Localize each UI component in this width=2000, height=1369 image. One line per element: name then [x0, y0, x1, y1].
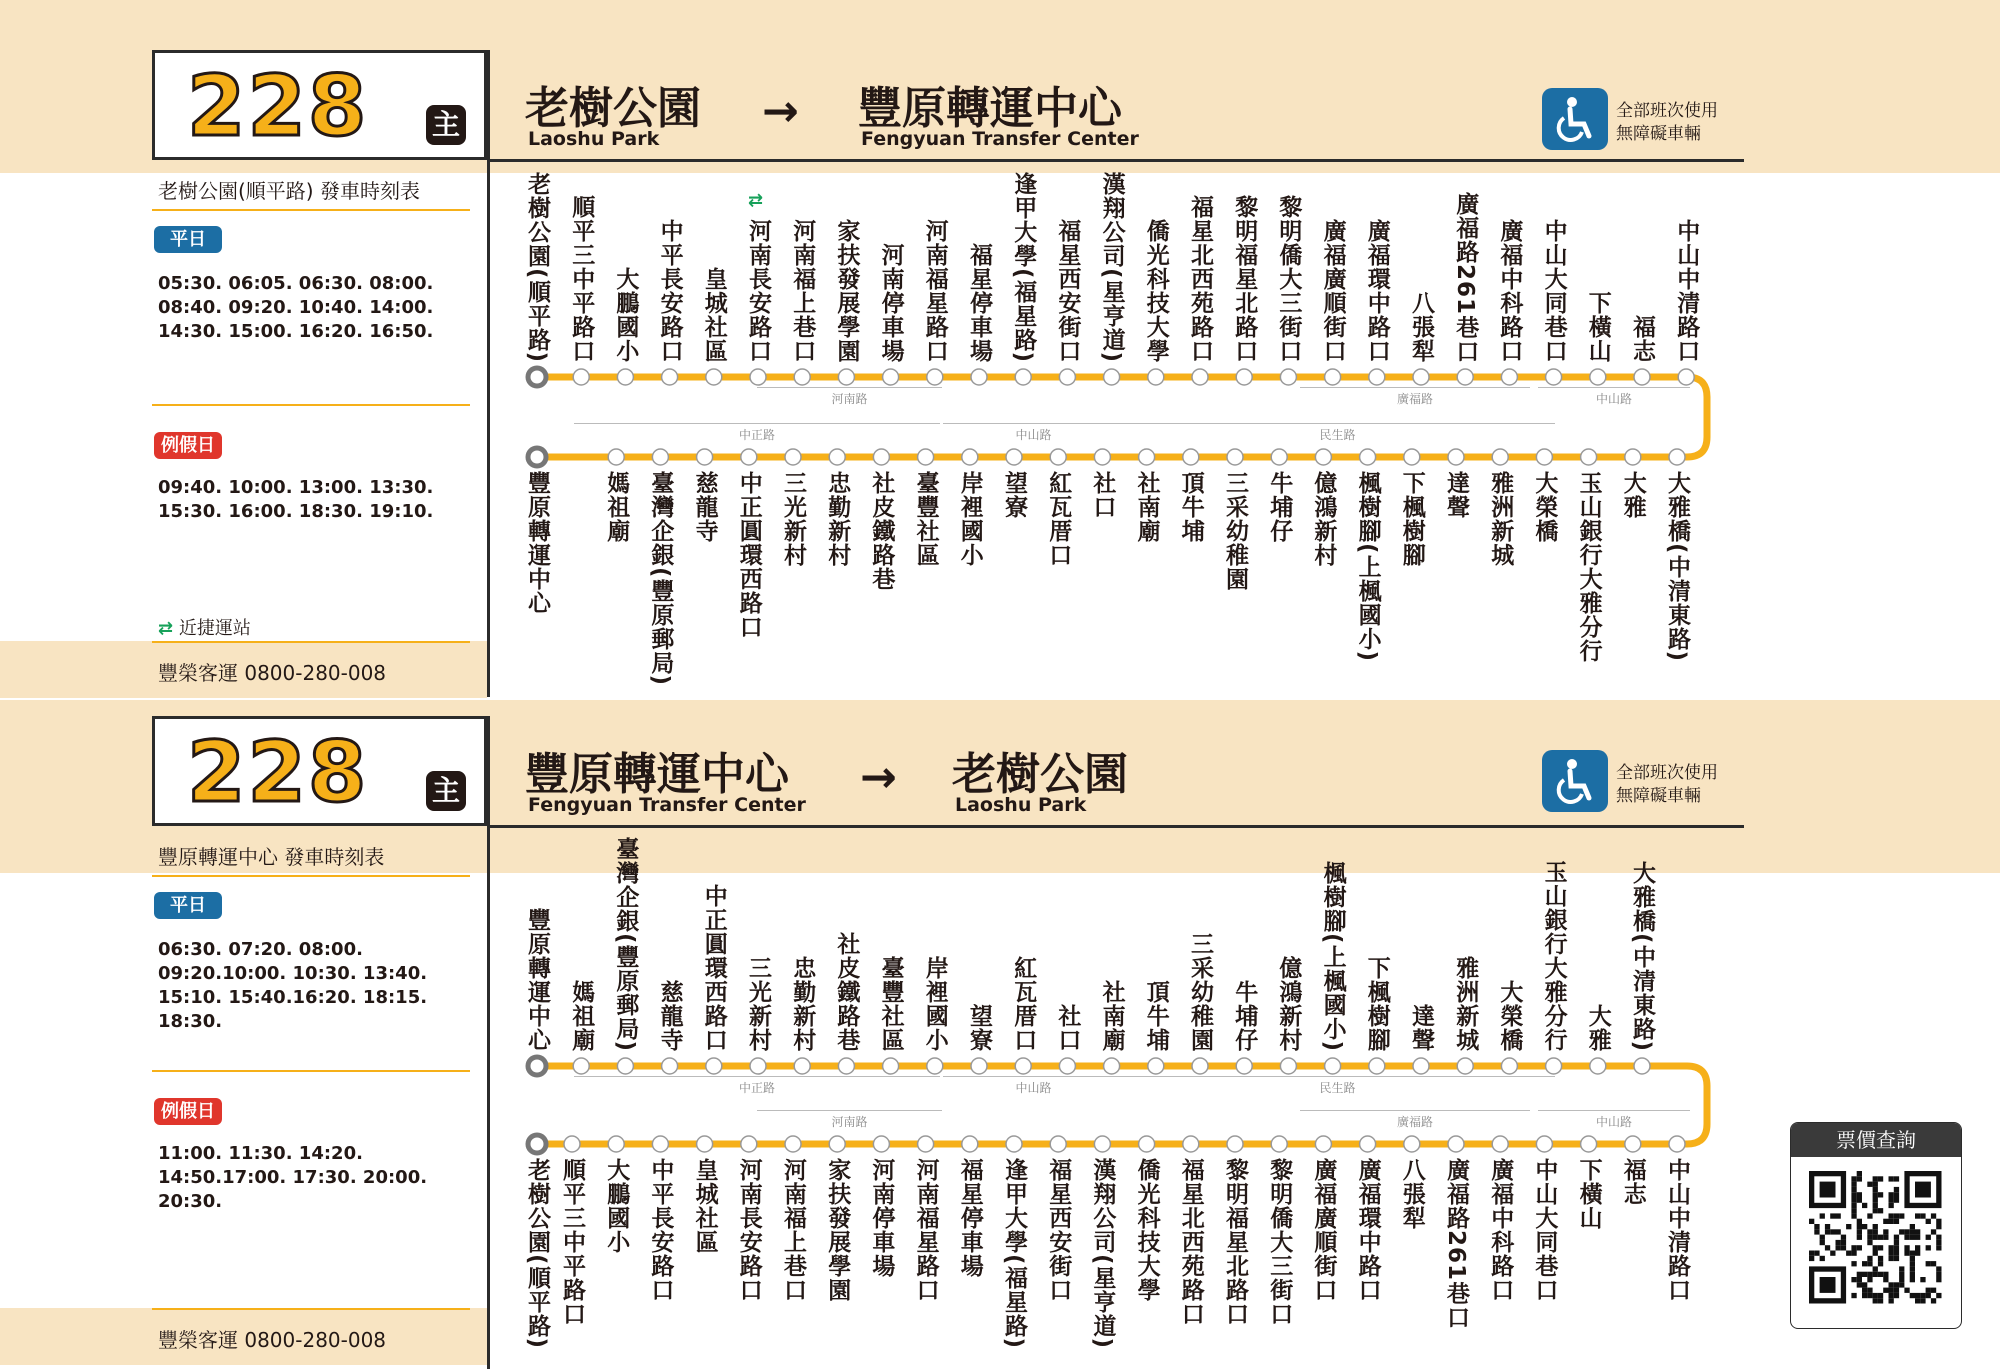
road-label: 中山路: [1015, 1081, 1052, 1095]
stop-name: 黎明僑大三街口: [1275, 195, 1302, 363]
stop-name: 豐原轉運中心: [524, 471, 550, 615]
stop-name: 社皮鐵路巷: [833, 932, 860, 1052]
stop-marker: [1457, 1058, 1473, 1074]
stop-name: 大雅: [1584, 1004, 1611, 1052]
road-segment: [1120, 1076, 1555, 1077]
stop-name: 福星停車場: [966, 243, 992, 363]
timetable-title: 豐原轉運中心 發車時刻表: [158, 845, 385, 869]
stop-name: 三采幼稚園: [1187, 932, 1213, 1052]
weekday-badge: 平日: [154, 892, 222, 919]
stop-marker: [1669, 1136, 1685, 1152]
origin-title: 老樹公園: [525, 83, 701, 134]
road-label: 中正路: [738, 428, 776, 442]
stop-name: 媽祖廟: [568, 980, 595, 1052]
road-segment: [1538, 1110, 1690, 1111]
main-route-badge: 主: [426, 105, 466, 145]
stop-name: 牛埔仔: [1231, 980, 1258, 1052]
stop-marker: [918, 1136, 934, 1152]
route-number: 228: [187, 723, 369, 821]
stop-name: 漢翔公司(星亨道): [1098, 171, 1125, 363]
stop-name: 紅瓦厝口: [1010, 956, 1037, 1052]
stop-marker: [1325, 1058, 1341, 1074]
stop-name: 下楓樹腳: [1363, 956, 1390, 1052]
stop-name: 家扶發展學園: [824, 1158, 851, 1302]
stop-marker: [1501, 1058, 1517, 1074]
stop-name: 大雅: [1619, 471, 1646, 519]
stop-name: 福星西安街口: [1054, 219, 1081, 363]
stop-name: 達聲: [1443, 471, 1469, 519]
weekday-times: 06:30. 07:20. 08:00. 09:20.10:00. 10:30. 13:40. 15:10. 15:40.16:20. 18:15. 18:30.: [158, 939, 428, 1032]
road-label: 民生路: [1319, 1081, 1356, 1095]
stop-name: 老樹公園(順平路): [524, 171, 550, 363]
route-line: [537, 1066, 1707, 1144]
stop-name: 福星北西苑路口: [1177, 1158, 1204, 1326]
stop-marker: [838, 1058, 854, 1074]
stop-marker: [706, 1058, 722, 1074]
stop-name: 八張犁: [1398, 1158, 1425, 1230]
stop-name: 漢翔公司(星亨道): [1089, 1158, 1116, 1350]
stop-name: 臺灣企銀(豐原郵局): [612, 836, 639, 1052]
road-segment: [574, 1076, 940, 1077]
stop-name: 廣福環中路口: [1354, 1158, 1381, 1302]
stop-name: 忠勤新村: [789, 956, 816, 1052]
fare-query-label: 票價查詢: [1791, 1123, 1961, 1157]
holiday-badge: 例假日: [154, 432, 222, 459]
stop-name: 家扶發展學園: [833, 219, 860, 363]
stop-name: 媽祖廟: [603, 471, 630, 543]
stop-marker: [1015, 1058, 1031, 1074]
stop-name: 大鵬國小: [603, 1158, 630, 1254]
stop-name: 楓樹腳(上楓國小): [1354, 471, 1381, 663]
stop-name: 河南福上巷口: [789, 219, 816, 363]
stop-name: 達聲: [1408, 1004, 1434, 1052]
stop-name: 老樹公園(順平路): [524, 1158, 550, 1350]
stop-name: 河南停車場: [868, 1158, 895, 1278]
stop-name: 福志: [1629, 315, 1655, 363]
stop-name: 岸裡國小: [921, 956, 948, 1052]
stop-name: 河南福星路口: [912, 1158, 939, 1302]
stop-name: 社皮鐵路巷: [868, 471, 895, 591]
fare-query-box[interactable]: [1790, 1122, 1962, 1329]
stop-name: 河南長安路口: [735, 1158, 762, 1302]
stop-marker: [1192, 1058, 1208, 1074]
weekday-badge: 平日: [154, 226, 222, 253]
accessibility-note: 全部班次使用 無障礙車輛: [1616, 763, 1718, 806]
stop-marker: [1006, 1136, 1022, 1152]
stop-name: 雅洲新城: [1487, 471, 1514, 567]
stop-marker: [564, 1136, 580, 1152]
mrt-icon: ⇄: [158, 618, 174, 639]
direction-arrow-icon: →: [762, 86, 799, 137]
road-label: 中正路: [738, 1081, 776, 1095]
stop-name: 臺豐社區: [912, 471, 939, 567]
stop-marker: [1059, 1058, 1075, 1074]
holiday-times: 11:00. 11:30. 14:20. 14:50.17:00. 17:30. 20:00. 20:30.: [158, 1143, 428, 1212]
stop-name: 廣福中科路口: [1487, 1158, 1514, 1302]
stop-name: 社口: [1054, 1004, 1081, 1052]
holiday-times: 09:40. 10:00. 13:00. 13:30. 15:30. 16:00. 18:30. 19:10.: [158, 477, 434, 522]
stop-name: 楓樹腳(上楓國小): [1319, 860, 1346, 1052]
destination-subtitle: Laoshu Park: [955, 794, 1087, 816]
stop-name: 三光新村: [745, 956, 771, 1052]
road-segment: [943, 1076, 1124, 1077]
stop-name: 中山大同巷口: [1540, 219, 1567, 363]
stop-name: 中正圓環西路口: [700, 884, 727, 1052]
stop-name: 望寮: [1001, 471, 1027, 519]
stop-marker: [1315, 1136, 1331, 1152]
stop-name: 大榮橋: [1531, 471, 1558, 543]
stop-marker: [1492, 1136, 1508, 1152]
stop-name: 中山中清路口: [1673, 219, 1700, 363]
stop-marker: [1271, 1136, 1287, 1152]
stop-name: 黎明福星北路口: [1222, 1158, 1248, 1326]
stop-name: 黎明福星北路口: [1231, 195, 1258, 363]
stop-marker: [1139, 1136, 1155, 1152]
destination-title: 老樹公園: [952, 749, 1128, 800]
stop-name: 大鵬國小: [612, 267, 639, 363]
operator-contact: 豐榮客運 0800-280-008: [158, 661, 387, 685]
stop-name: 順平三中平路口: [568, 195, 595, 363]
stop-marker: [1625, 1136, 1641, 1152]
stop-name: 玉山銀行大雅分行: [1575, 471, 1602, 663]
stop-marker: [662, 1058, 678, 1074]
stop-marker: [971, 1058, 987, 1074]
stop-name: 中山中清路口: [1664, 1158, 1690, 1302]
stop-name: 大榮橋: [1496, 980, 1523, 1052]
stop-marker: [1590, 1058, 1606, 1074]
stop-marker: [697, 1136, 713, 1152]
stop-marker: [652, 1136, 668, 1152]
stop-marker: [1413, 1058, 1429, 1074]
stop-name: 八張犁: [1408, 291, 1434, 363]
main-route-badge: 主: [426, 771, 466, 811]
stop-marker: [1236, 1058, 1252, 1074]
stop-marker: [1634, 1058, 1650, 1074]
stop-marker: [1094, 1136, 1110, 1152]
stop-marker: [617, 1058, 633, 1074]
stop-name: 僑光科技大學: [1142, 219, 1169, 363]
weekday-times: 05:30. 06:05. 06:30. 08:00. 08:40. 09:20. 10:40. 14:00. 14:30. 15:00. 16:20. 16:50.: [158, 273, 434, 342]
stop-marker: [1404, 1136, 1420, 1152]
stop-marker: [573, 1058, 589, 1074]
stop-marker: [927, 1058, 943, 1074]
qr-code-icon[interactable]: [1791, 1157, 1961, 1328]
stop-name: 廣福路261巷口: [1452, 191, 1479, 363]
stop-name: 社南廟: [1133, 471, 1160, 543]
mrt-legend: ⇄ 近捷運站: [158, 618, 251, 639]
stop-name: 河南福上巷口: [780, 1158, 806, 1302]
stop-marker: [608, 1136, 624, 1152]
stop-marker: [1104, 1058, 1120, 1074]
stop-marker: [873, 1136, 889, 1152]
operator-contact: 豐榮客運 0800-280-008: [158, 1328, 387, 1352]
stop-name: 頂牛埔: [1142, 980, 1169, 1052]
stop-name: 牛埔仔: [1266, 471, 1293, 543]
stop-name: 黎明僑大三街口: [1266, 1158, 1293, 1326]
road-label: 河南路: [831, 392, 868, 406]
stop-name: 中正圓環西路口: [735, 471, 762, 639]
stop-name: 福星西安街口: [1045, 1158, 1072, 1302]
stop-name: 臺豐社區: [877, 956, 904, 1052]
stop-name: 岸裡國小: [956, 471, 983, 567]
stop-name: 中平長安路口: [647, 1158, 674, 1302]
stop-marker: [1227, 1136, 1243, 1152]
road-label: 河南路: [831, 1115, 868, 1129]
origin-subtitle: Laoshu Park: [528, 128, 660, 150]
stop-name: 逢甲大學(福星路): [1001, 1158, 1027, 1350]
stop-name: 下橫山: [1584, 291, 1611, 363]
stop-name: 望寮: [966, 1004, 992, 1052]
stop-name: 廣福路261巷口: [1443, 1158, 1469, 1330]
timetable-title: 老樹公園(順平路) 發車時刻表: [158, 179, 420, 203]
stop-name: 河南福星路口: [921, 219, 948, 363]
stop-marker: [794, 1058, 810, 1074]
stop-name: 忠勤新村: [824, 471, 851, 567]
stop-marker: [1546, 1058, 1562, 1074]
road-label: 廣福路: [1396, 1115, 1434, 1129]
road-label: 廣福路: [1396, 392, 1434, 406]
stop-name: 大雅橋(中清東路): [1664, 471, 1690, 663]
destination-subtitle: Fengyuan Transfer Center: [861, 128, 1139, 150]
holiday-badge: 例假日: [154, 1098, 222, 1125]
road-label: 民生路: [1319, 428, 1356, 442]
stop-name: 廣福廣順街口: [1319, 219, 1346, 363]
stop-marker: [1050, 1136, 1066, 1152]
stop-name: 頂牛埔: [1177, 471, 1204, 543]
destination-title: 豐原轉運中心: [858, 83, 1122, 134]
stop-name: 廣福廣順街口: [1310, 1158, 1337, 1302]
stop-marker: [1280, 1058, 1296, 1074]
stop-marker: [883, 1058, 899, 1074]
stop-name: 三采幼稚園: [1222, 471, 1248, 591]
road-segment: [1300, 1110, 1530, 1111]
stop-name: 豐原轉運中心: [524, 908, 550, 1052]
stop-name: 廣福環中路口: [1363, 219, 1390, 363]
terminal-stop-marker: [528, 1135, 546, 1153]
stop-name: 慈龍寺: [691, 471, 718, 543]
origin-title: 豐原轉運中心: [525, 749, 789, 800]
stop-name: 大雅橋(中清東路): [1629, 860, 1655, 1052]
mrt-icon: ⇄: [748, 190, 764, 211]
stop-name: 河南長安路口: [745, 219, 771, 363]
stop-name: 僑光科技大學: [1133, 1158, 1160, 1302]
stop-name: 順平三中平路口: [559, 1158, 585, 1326]
stop-marker: [750, 1058, 766, 1074]
stop-name: 紅瓦厝口: [1045, 471, 1072, 567]
stop-name: 下楓樹腳: [1398, 471, 1425, 567]
stop-name: 逢甲大學(福星路): [1010, 171, 1037, 363]
stop-marker: [1360, 1136, 1376, 1152]
road-label: 中山路: [1015, 428, 1052, 442]
stop-marker: [1536, 1136, 1552, 1152]
stop-marker: [1369, 1058, 1385, 1074]
stop-name: 社口: [1089, 471, 1116, 519]
road-segment: [757, 1110, 942, 1111]
origin-subtitle: Fengyuan Transfer Center: [528, 794, 806, 816]
stop-name: 億鴻新村: [1310, 471, 1337, 567]
stop-name: 雅洲新城: [1452, 956, 1479, 1052]
stop-marker: [1183, 1136, 1199, 1152]
stop-name: 社南廟: [1098, 980, 1125, 1052]
stop-name: 中平長安路口: [656, 219, 683, 363]
stop-name: 皇城社區: [700, 267, 727, 363]
stop-name: 福星停車場: [956, 1158, 983, 1278]
stop-marker: [785, 1136, 801, 1152]
stop-name: 億鴻新村: [1275, 956, 1302, 1052]
accessibility-note: 全部班次使用 無障礙車輛: [1616, 101, 1718, 144]
route-number: 228: [187, 57, 369, 155]
stop-name: 中山大同巷口: [1531, 1158, 1558, 1302]
stop-name: 河南停車場: [877, 243, 904, 363]
direction-arrow-icon: →: [860, 752, 897, 803]
stop-name: 玉山銀行大雅分行: [1540, 860, 1567, 1052]
stop-marker: [1581, 1136, 1597, 1152]
stop-name: 慈龍寺: [656, 980, 683, 1052]
stop-name: 皇城社區: [691, 1158, 718, 1254]
stop-marker: [1148, 1058, 1164, 1074]
stop-name: 下橫山: [1575, 1158, 1602, 1230]
stop-name: 三光新村: [780, 471, 806, 567]
road-label: 中山路: [1595, 1115, 1633, 1129]
stop-name: 福星北西苑路口: [1187, 195, 1213, 363]
stop-marker: [962, 1136, 978, 1152]
stop-name: 廣福中科路口: [1496, 219, 1523, 363]
stop-name: 臺灣企銀(豐原郵局): [647, 471, 674, 687]
stop-marker: [741, 1136, 757, 1152]
road-label: 中山路: [1595, 392, 1633, 406]
stop-marker: [829, 1136, 845, 1152]
stop-name: 福志: [1619, 1158, 1646, 1206]
terminal-stop-marker: [528, 1057, 546, 1075]
stop-marker: [1448, 1136, 1464, 1152]
